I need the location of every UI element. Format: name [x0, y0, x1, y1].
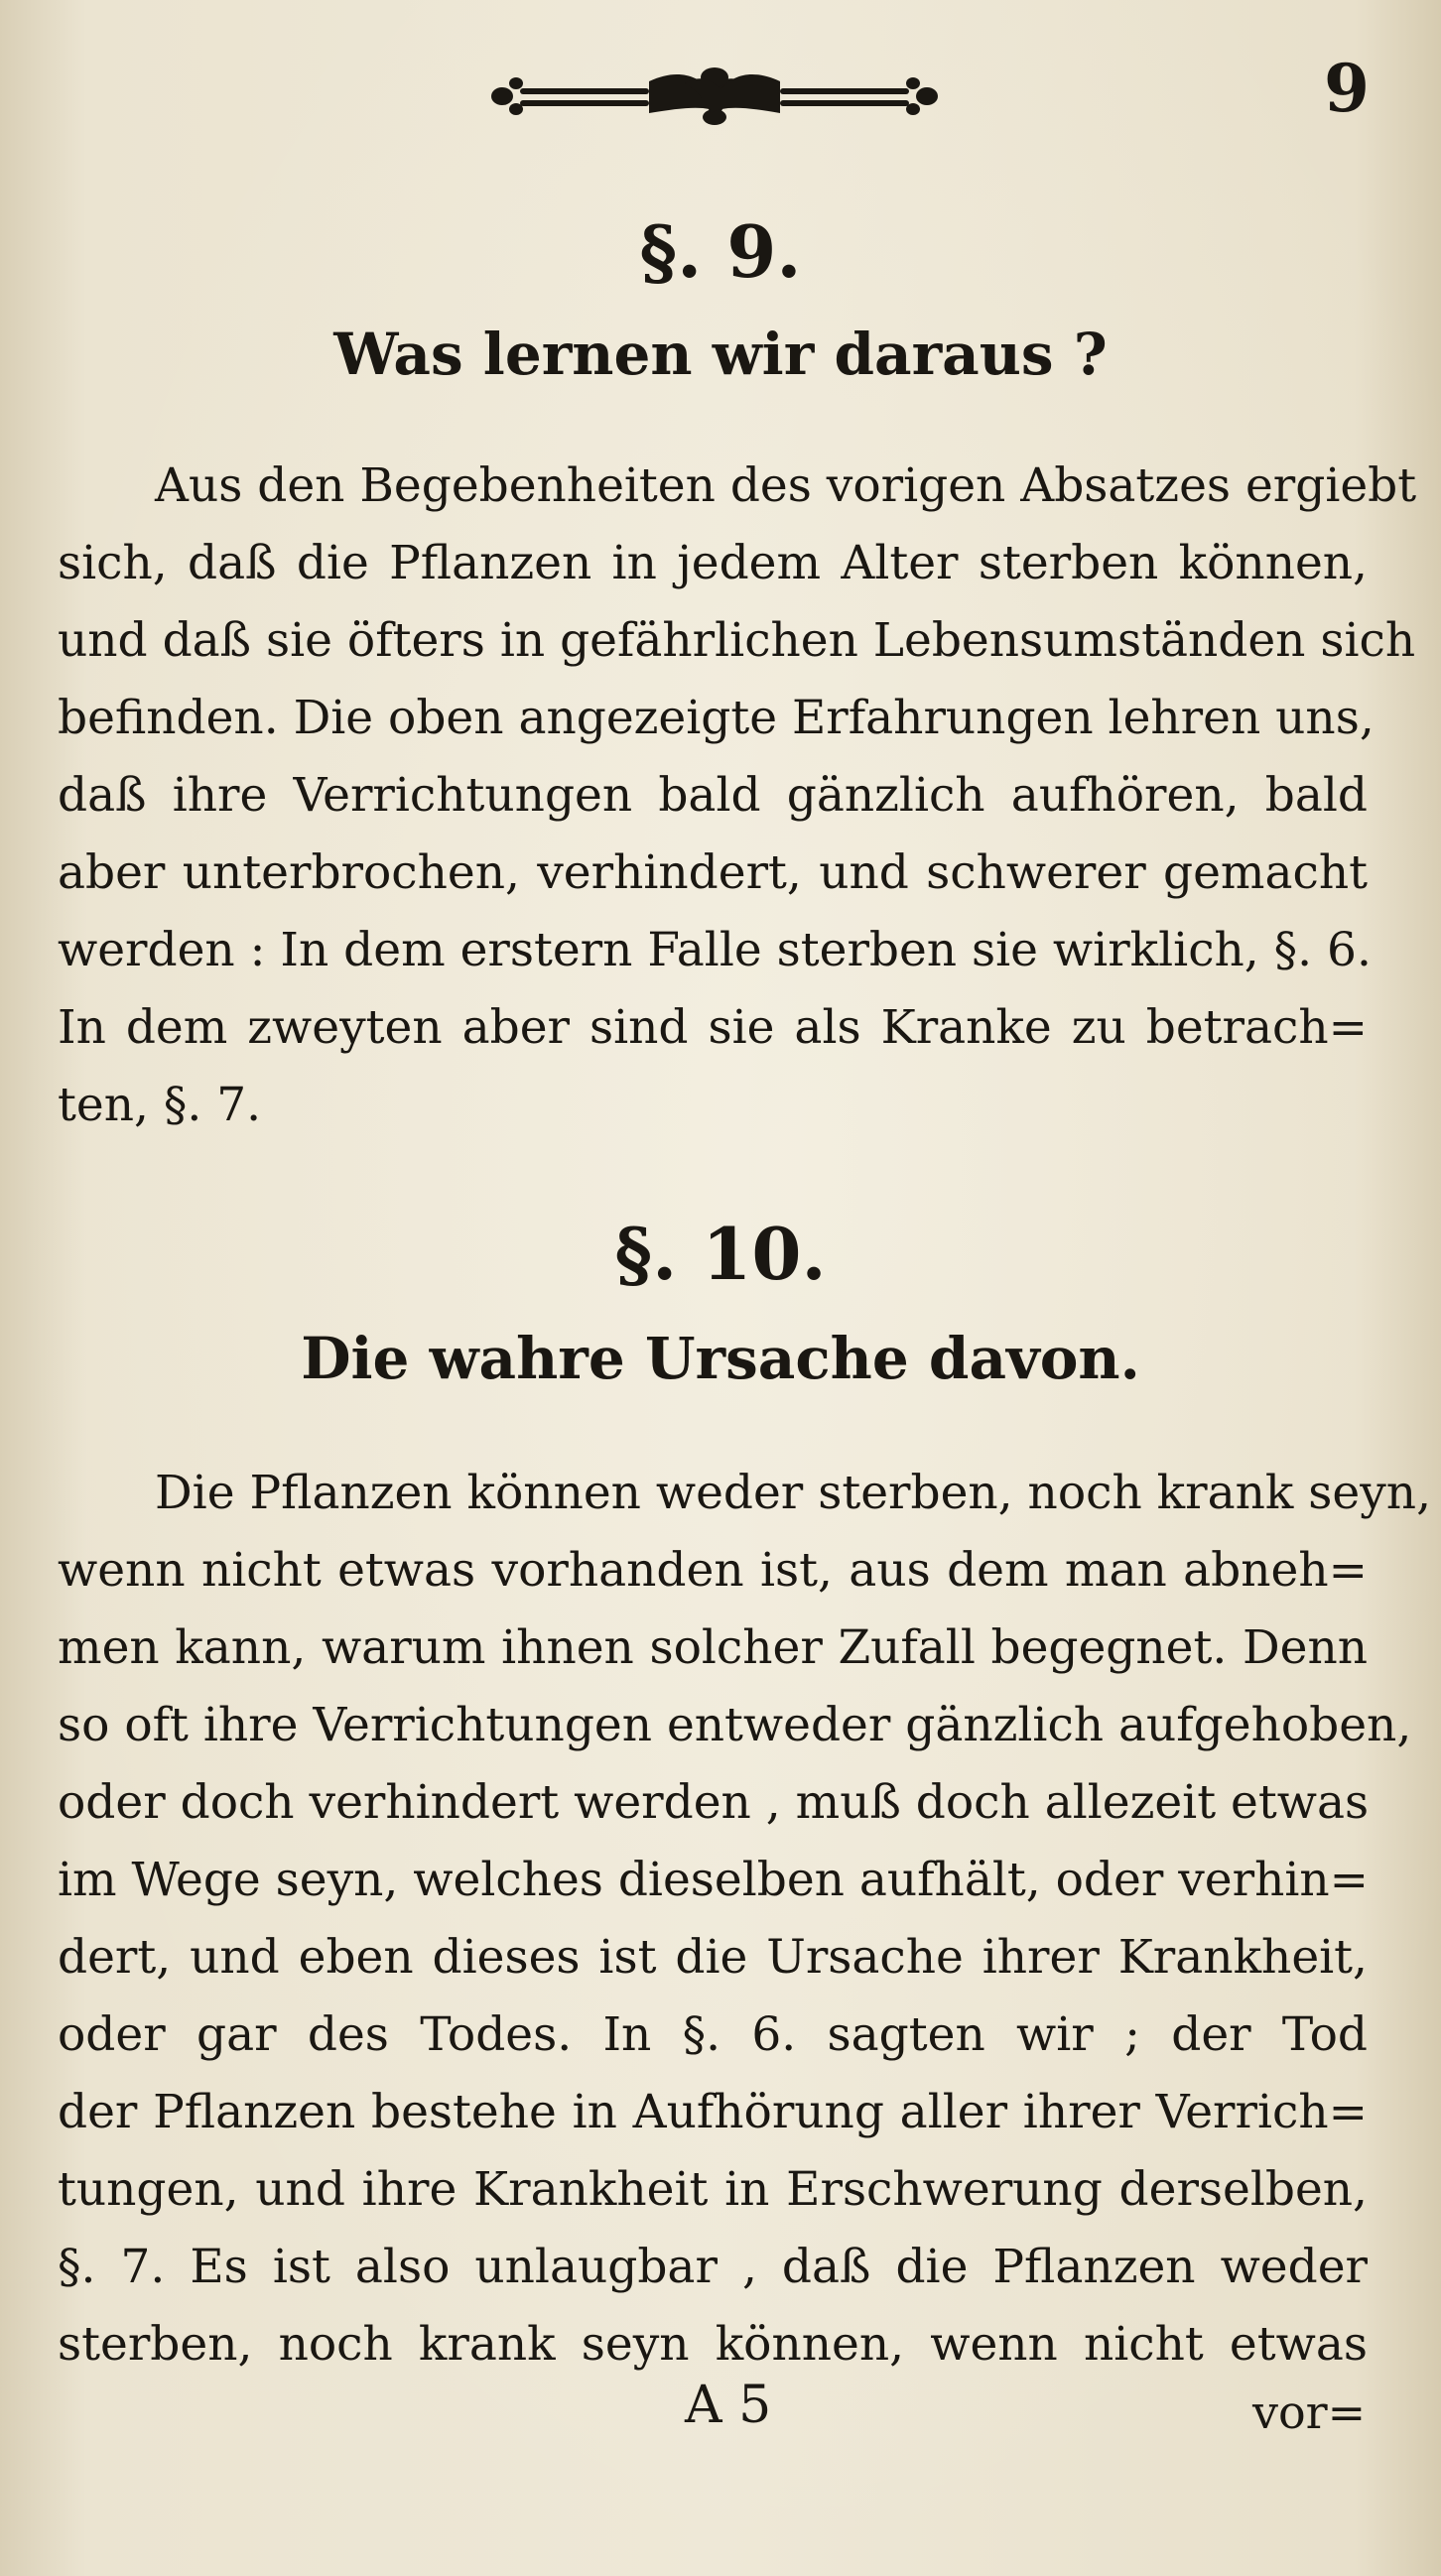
text-line: Aus den Begebenheiten des vorigen Absatzes ergiebt	[155, 458, 1417, 513]
text-line: sterben, noch krank seyn können, wenn nicht etwas	[58, 2317, 1368, 2372]
text-line: so oft ihre Verrichtungen entweder gänzlich aufgehoben,	[58, 1698, 1412, 1752]
text-line: sich, daß die Pflanzen in jedem Alter sterben können,	[58, 536, 1368, 590]
text-line: ten, §. 7.	[58, 1078, 262, 1132]
paragraph	[58, 1455, 1432, 2383]
text-line: oder doch verhindert werden , muß doch allezeit etwas	[58, 1775, 1370, 1830]
section-title: Die wahre Ursache davon.	[301, 1325, 1140, 1392]
text-line: oder gar des Todes. In §. 6. sagten wir ; der Tod	[58, 2007, 1368, 2062]
section-title: Was lernen wir daraus ?	[333, 321, 1108, 388]
page-number: 9	[1324, 50, 1370, 127]
text-line: werden : In dem erstern Falle sterben sie wirklich, §. 6.	[58, 923, 1372, 977]
text-line: befinden. Die oben angezeigte Erfahrungen lehren uns,	[58, 691, 1375, 745]
text-line: daß ihre Verrichtungen bald gänzlich aufhören, bald	[58, 768, 1368, 823]
text-line: wenn nicht etwas vorhanden ist, aus dem man abneh=	[58, 1543, 1368, 1598]
section-number: §. 10.	[614, 1212, 827, 1296]
text-line: aber unterbrochen, verhindert, und schwerer gemacht	[58, 845, 1368, 900]
text-line: Die Pflanzen können weder sterben, noch krank seyn,	[155, 1466, 1432, 1520]
text-line: und daß sie öfters in gefährlichen Lebensumständen sich	[58, 613, 1416, 668]
ornament-icon	[486, 62, 943, 131]
text-line: der Pflanzen bestehe in Aufhörung aller ihrer Verrich=	[58, 2085, 1368, 2139]
text-line: men kann, warum ihnen solcher Zufall begegnet. Denn	[58, 1620, 1368, 1675]
text-line: im Wege seyn, welches dieselben aufhält, oder verhin=	[58, 1853, 1370, 1907]
text-line: dert, und eben dieses ist die Ursache ihrer Krankheit,	[58, 1930, 1368, 1985]
text-line: §. 7. Es ist also unlaugbar , daß die Pflanzen weder	[58, 2240, 1368, 2294]
text-line: In dem zweyten aber sind sie als Kranke zu betrach=	[58, 1000, 1368, 1055]
section-number: §. 9.	[639, 209, 802, 294]
paragraph	[58, 448, 1417, 1144]
signature-mark: A 5	[685, 2376, 772, 2435]
catchword: vor=	[1252, 2385, 1367, 2439]
text-line: tungen, und ihre Krankheit in Erschwerung derselben,	[58, 2162, 1368, 2217]
